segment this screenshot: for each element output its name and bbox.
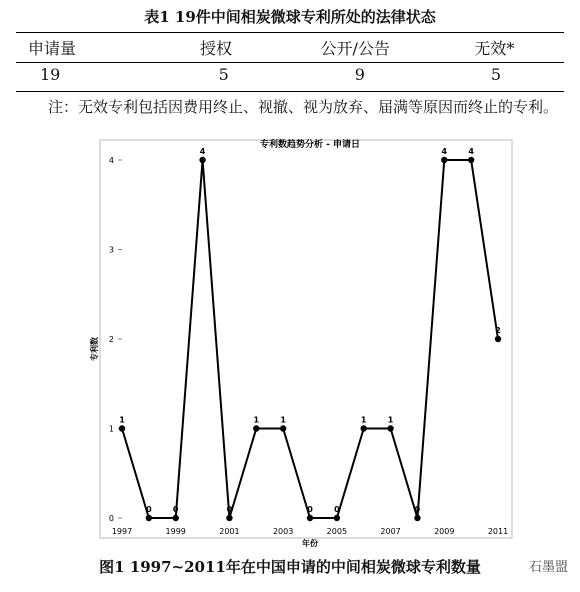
data-label: 1: [253, 415, 260, 425]
table-cell: 9: [354, 65, 365, 84]
series-line: [122, 160, 498, 518]
data-point: [387, 425, 393, 431]
data-label: 1: [360, 415, 367, 425]
y-tick-label: 2: [108, 335, 114, 344]
x-tick-label: 2009: [434, 527, 455, 536]
table-header-cell: 授权: [199, 39, 232, 58]
y-tick-label: 4: [108, 156, 114, 165]
y-axis-label: 专利数: [90, 337, 99, 361]
x-tick-label: 2003: [272, 527, 294, 536]
plot-border: [100, 140, 512, 538]
data-point: [361, 425, 367, 431]
data-point: [199, 157, 205, 163]
data-point: [414, 515, 420, 521]
x-tick-label: 2005: [326, 527, 348, 536]
table-header-cell: 公开/公告: [320, 39, 390, 58]
y-tick-label: 3: [108, 245, 114, 255]
data-point: [441, 157, 447, 163]
table-header-rule: [16, 62, 564, 63]
data-point: [226, 515, 232, 521]
data-label: 4: [441, 147, 448, 156]
data-point: [146, 515, 152, 521]
table-header-row: [16, 36, 564, 59]
data-label: 4: [199, 147, 206, 156]
chart-title: 专利数趋势分析 - 申请日: [259, 140, 361, 150]
y-tick-label: 1: [108, 424, 114, 434]
data-label: 4: [468, 147, 474, 156]
x-tick-label: 1999: [165, 527, 186, 536]
data-point: [253, 425, 259, 431]
watermark: 石墨盟: [525, 556, 572, 575]
data-label: 0: [414, 505, 421, 514]
table-cell: 5: [218, 65, 229, 84]
data-label: 1: [280, 415, 286, 425]
data-label: 0: [334, 505, 340, 514]
data-point: [495, 336, 501, 342]
data-point: [307, 515, 313, 521]
data-point: [468, 157, 474, 163]
data-point: [334, 515, 340, 521]
data-point: [119, 425, 125, 431]
table-row: [16, 65, 564, 84]
x-axis-label: 年份: [302, 539, 318, 548]
table-cell: 5: [490, 65, 502, 84]
data-label: 0: [146, 505, 152, 514]
table-bottom-rule: [16, 91, 564, 92]
figure-caption: 图1 1997~2011年在中国申请的中间相炭微球专利数量: [99, 558, 481, 576]
data-label: 0: [226, 505, 233, 514]
table-header-cell: 申请量: [28, 39, 77, 58]
data-point: [280, 425, 286, 431]
table-header-cell: 无效*: [474, 39, 515, 58]
x-tick-label: 2001: [219, 527, 240, 536]
table-note: 注：无效专利包括因费用终止、视撤、视为放弃、届满等原因而终止的专利。: [48, 98, 559, 116]
data-label: 2: [495, 326, 501, 335]
table-top-rule: [16, 32, 564, 33]
table-cell: 19: [40, 65, 61, 84]
data-label: 1: [119, 415, 125, 425]
table-caption: 表1 19件中间相炭微球专利所处的法律状态: [144, 8, 436, 26]
x-tick-label: 2011: [487, 527, 509, 536]
y-tick-label: 0: [108, 514, 114, 523]
data-label: 0: [172, 505, 179, 514]
x-tick-label: 2007: [380, 527, 401, 536]
data-label: 0: [307, 505, 313, 514]
data-point: [173, 515, 179, 521]
line-chart: [0, 130, 580, 550]
x-tick-label: 1997: [111, 527, 133, 536]
data-label: 1: [387, 415, 394, 425]
